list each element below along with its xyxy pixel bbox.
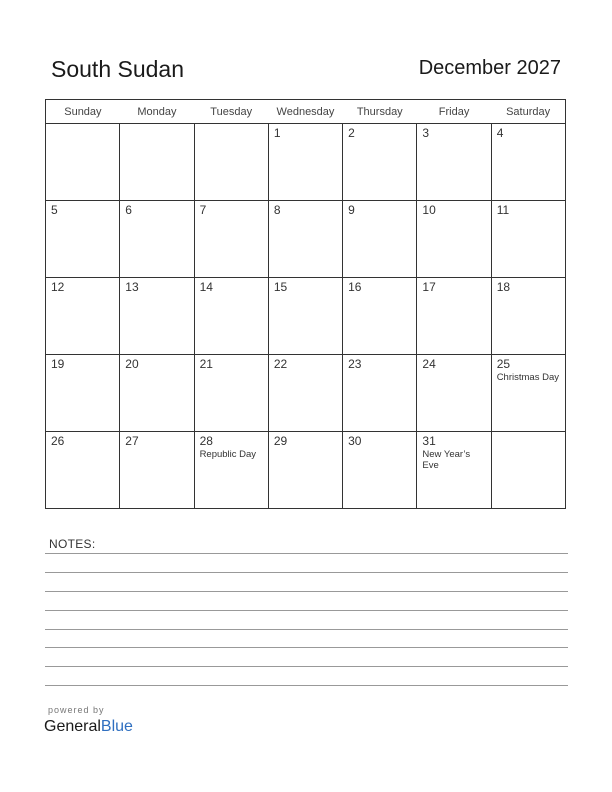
powered-by-text: powered by [48, 705, 105, 715]
day-number: 2 [348, 126, 355, 140]
day-number: 3 [422, 126, 430, 140]
day-cell [417, 201, 491, 278]
note-line [45, 572, 568, 573]
day-number: 14 [199, 280, 213, 294]
day-number: 11 [496, 203, 510, 217]
day-number: 8 [273, 203, 281, 217]
day-number: 17 [422, 280, 436, 294]
weekday-header-row [46, 100, 566, 124]
weekday-header: Saturday [491, 100, 565, 124]
day-number: 15 [273, 280, 288, 294]
day-number: 6 [125, 203, 132, 217]
month-year-title: December 2027 [418, 57, 561, 79]
day-number: 28 [199, 434, 213, 448]
day-cell [343, 124, 417, 201]
day-cell [268, 432, 342, 509]
day-number: 9 [348, 203, 355, 217]
day-cell [491, 124, 565, 201]
day-cell [491, 201, 565, 278]
country-title: South Sudan [51, 56, 185, 82]
day-number: 10 [422, 203, 436, 217]
day-cell [46, 201, 120, 278]
day-cell [417, 124, 491, 201]
day-cell [491, 355, 565, 432]
day-number: 25 [496, 357, 511, 371]
day-cell [46, 432, 120, 509]
day-number: 13 [125, 280, 139, 294]
day-number: 5 [51, 203, 58, 217]
generalblue-logo [44, 718, 133, 736]
day-cell [194, 278, 268, 355]
day-number: 31 [422, 434, 436, 448]
note-line [45, 553, 568, 554]
day-number: 18 [496, 280, 511, 294]
day-number: 27 [125, 434, 139, 448]
day-cell [120, 201, 194, 278]
day-number: 23 [348, 357, 362, 371]
day-cell [417, 278, 491, 355]
day-cell [194, 355, 268, 432]
weekday-header: Friday [417, 100, 491, 124]
day-number: 30 [348, 434, 362, 448]
holiday-label: Republic Day [199, 449, 257, 460]
day-cell [120, 355, 194, 432]
day-cell [194, 432, 268, 509]
weekday-header: Sunday [46, 100, 120, 124]
weekday-header: Thursday [343, 100, 417, 124]
day-number: 16 [348, 280, 362, 294]
day-cell [343, 201, 417, 278]
day-cell [268, 201, 342, 278]
notes-label: NOTES: [49, 537, 96, 551]
day-cell [120, 278, 194, 355]
day-cell [194, 124, 268, 201]
day-cell [343, 355, 417, 432]
day-cell [343, 432, 417, 509]
holiday-label: New Year’s Eve [422, 449, 471, 471]
note-line [45, 629, 568, 630]
day-cell [268, 278, 342, 355]
day-cell [268, 124, 342, 201]
day-number: 20 [125, 357, 139, 371]
note-line [45, 666, 568, 667]
day-number: 4 [496, 126, 504, 140]
week-row [46, 278, 566, 355]
weekday-header: Tuesday [194, 100, 268, 124]
day-cell [343, 278, 417, 355]
note-line [45, 647, 568, 648]
note-line [45, 685, 568, 686]
day-cell [491, 278, 565, 355]
day-cell [417, 355, 491, 432]
day-cell [120, 432, 194, 509]
week-row [46, 432, 566, 509]
day-cell [46, 355, 120, 432]
day-cell [417, 432, 491, 509]
brand-general: General [44, 718, 101, 735]
day-number: 21 [199, 357, 213, 371]
day-cell [268, 355, 342, 432]
note-line [45, 610, 568, 611]
week-row [46, 355, 566, 432]
day-cell [46, 278, 120, 355]
calendar-grid [45, 99, 566, 509]
day-number: 7 [199, 203, 207, 217]
day-cell [46, 124, 120, 201]
day-number: 1 [273, 126, 281, 140]
brand-blue: Blue [100, 718, 133, 735]
note-line [45, 591, 568, 592]
day-cell [491, 432, 565, 509]
week-row [46, 124, 566, 201]
weekday-header: Wednesday [268, 100, 342, 124]
day-number: 12 [51, 280, 65, 294]
day-number: 19 [51, 357, 65, 371]
day-number: 24 [422, 357, 436, 371]
day-cell [194, 201, 268, 278]
week-row [46, 201, 566, 278]
day-number: 22 [273, 357, 288, 371]
day-number: 26 [51, 434, 65, 448]
day-number: 29 [273, 434, 288, 448]
weekday-header: Monday [120, 100, 194, 124]
day-cell [120, 124, 194, 201]
holiday-label: Christmas Day [496, 372, 559, 383]
